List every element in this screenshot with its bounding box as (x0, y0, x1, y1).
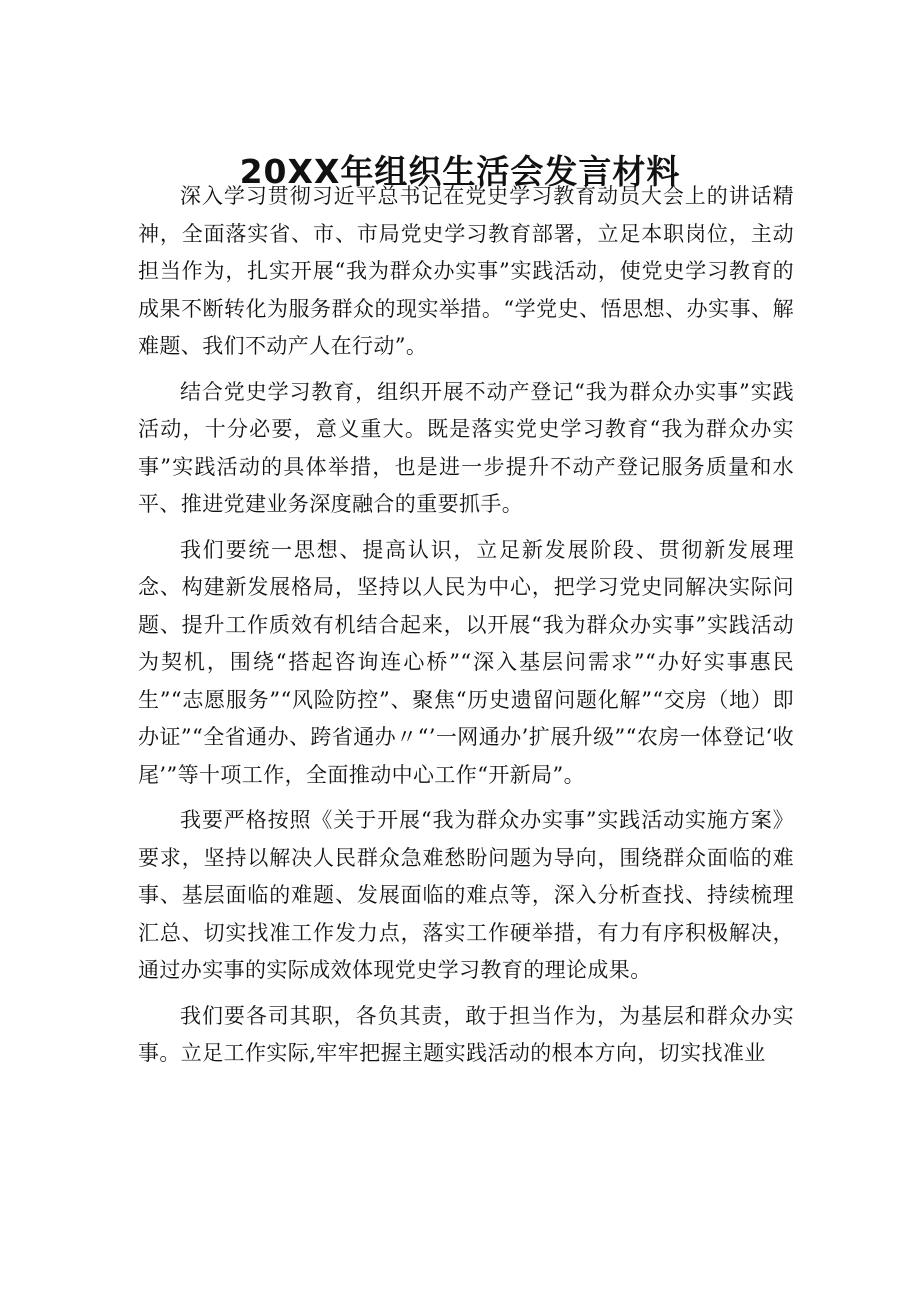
paragraph-4: 我要严格按照《关于开展“我为群众办实事”实践活动实施方案》要求，坚持以解决人民群众急难愁盼问题为导向，围绕群众面临的难事、基层面临的难题、发展面临的难点等，深入分析查找、持续梳理汇总、切实找准工作发力点，落实工作硬举措，有力有序积极解决，通过办实事的实际成效体现党史学习教育的理论成果。 (138, 808, 794, 982)
paragraph-2: 结合党史学习教育，组织开展不动产登记“我为群众办实事”实践活动，十分必要，意义重大。既是落实党史学习教育“我为群众办实事”实践活动的具体举措，也是进一步提升不动产登记服务质量和水平、推进党建业务深度融合的重要抓手。 (138, 379, 794, 516)
paragraph-3: 我们要统一思想、提高认识，立足新发展阶段、贯彻新发展理念、构建新发展格局，坚持以人民为中心，把学习党史同解决实际问题、提升工作质效有机结合起来，以开展“我为群众办实事”实践活动为契机，围绕“搭起咨询连心桥”“深入基层问需求”“办好实事惠民生”“志愿服务”“风险防控”、聚焦“历史遗留问题化解”“交房（地）即办证”“全省通办、跨省通办〃“’一网通办’扩展升级”“农房一体登记‘收尾’”等十项工作，全面推动中心工作“开新局”。 (138, 537, 794, 787)
document-body (138, 178, 794, 1075)
paragraph-5: 我们要各司其职，各负其责，敢于担当作为，为基层和群众办实事。立足工作实际,牢牢把握主题实践活动的根本方向，切实找准业 (138, 1003, 794, 1065)
paragraph-1: 深入学习贯彻习近平总书记在党史学习教育动员大会上的讲话精神，全面落实省、市、市局党史学习教育部署，立足本职岗位，主动担当作为，扎实开展“我为群众办实事”实践活动，使党史学习教育的成果不断转化为服务群众的现实举措。“学党史、悟思想、办实事、解难题、我们不动产人在行动”。 (138, 184, 794, 358)
document-title: 20XX年组织生活会发言材料 (239, 152, 681, 192)
